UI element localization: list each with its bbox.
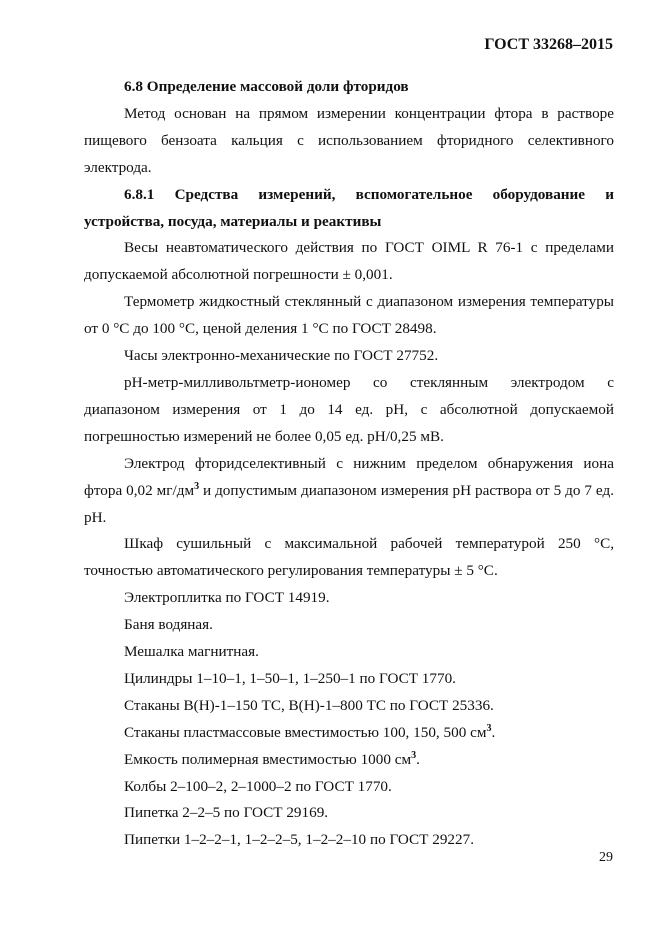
item-plastic-beakers xyxy=(84,720,614,747)
item-stirrer: Мешалка магнитная. xyxy=(124,643,259,661)
item-electrode xyxy=(84,451,614,532)
item-clock: Часы электронно-механические по ГОСТ 27752. xyxy=(124,347,439,365)
item-electrode-superscript: 3 xyxy=(194,480,200,492)
item-oven: Шкаф сушильный с максимальной рабочей температурой 250 °С, точностью автоматического регулирования температуры ± 5 °С. xyxy=(84,535,614,580)
item-plastic-beakers-superscript: 3 xyxy=(486,722,492,734)
document-header-standard: ГОСТ 33268–2015 xyxy=(484,36,613,53)
section-6-8-heading: 6.8 Определение массовой доли фторидов xyxy=(124,78,409,95)
item-plastic-beakers-text-b: . xyxy=(491,723,496,741)
item-pipettes: Пипетки 1–2–2–1, 1–2–2–5, 1–2–2–10 по ГОСТ 29227. xyxy=(124,831,474,849)
document-body xyxy=(84,74,614,854)
item-beakers: Стаканы В(Н)-1–150 ТС, В(Н)-1–800 ТС по ГОСТ 25336. xyxy=(124,696,494,714)
item-water-bath: Баня водяная. xyxy=(124,616,213,634)
item-plastic-beakers-text-a: Стаканы пластмассовые вместимостью 100, 150, 500 см xyxy=(124,723,487,741)
page-number: 29 xyxy=(599,850,613,865)
item-electrode-text-a: Электрод фторидселективный с нижним пределом обнаружения иона фтора 0,02 мг/дм xyxy=(84,454,614,499)
item-scales: Весы неавтоматического действия по ГОСТ OIML R 76-1 с пределами допускаемой абсолютной погрешности ± 0,001. xyxy=(84,239,614,284)
item-polymer-container-superscript: 3 xyxy=(411,749,417,761)
item-pipette: Пипетка 2–2–5 по ГОСТ 29169. xyxy=(124,804,329,822)
item-polymer-container-text-b: . xyxy=(416,750,420,768)
section-6-8-text: Метод основан на прямом измерении концентрации фтора в растворе пищевого бензоата кальция с использованием фторидного селективного электрода. xyxy=(84,104,614,176)
item-polymer-container-text-a: Емкость полимерная вместимостью 1000 см xyxy=(124,750,412,768)
section-6-8-1-heading: 6.8.1 Средства измерений, вспомогательное оборудование и устройства, посуда, материалы и реактивы xyxy=(84,185,614,230)
item-thermometer: Термометр жидкостный стеклянный с диапазоном измерения температуры от 0 °С до 100 °С, ценой деления 1 °С по ГОСТ 28498. xyxy=(84,293,614,338)
item-ph-meter: pH-метр-милливольтметр-иономер со стеклянным электродом с диапазоном измерения от 1 до 14 ед. pH, с абсолютной допускаемой погрешностью измерений не более 0,05 ед. pH/0,25 мВ. xyxy=(84,373,614,445)
item-electrode-text-b: и допустимым диапазоном измерения pH раствора от 5 до 7 ед. pH. xyxy=(84,481,614,526)
item-hotplate: Электроплитка по ГОСТ 14919. xyxy=(124,589,330,607)
item-polymer-container xyxy=(84,747,614,774)
item-flasks: Колбы 2–100–2, 2–1000–2 по ГОСТ 1770. xyxy=(124,777,392,795)
item-cylinders: Цилиндры 1–10–1, 1–50–1, 1–250–1 по ГОСТ 1770. xyxy=(124,669,456,687)
